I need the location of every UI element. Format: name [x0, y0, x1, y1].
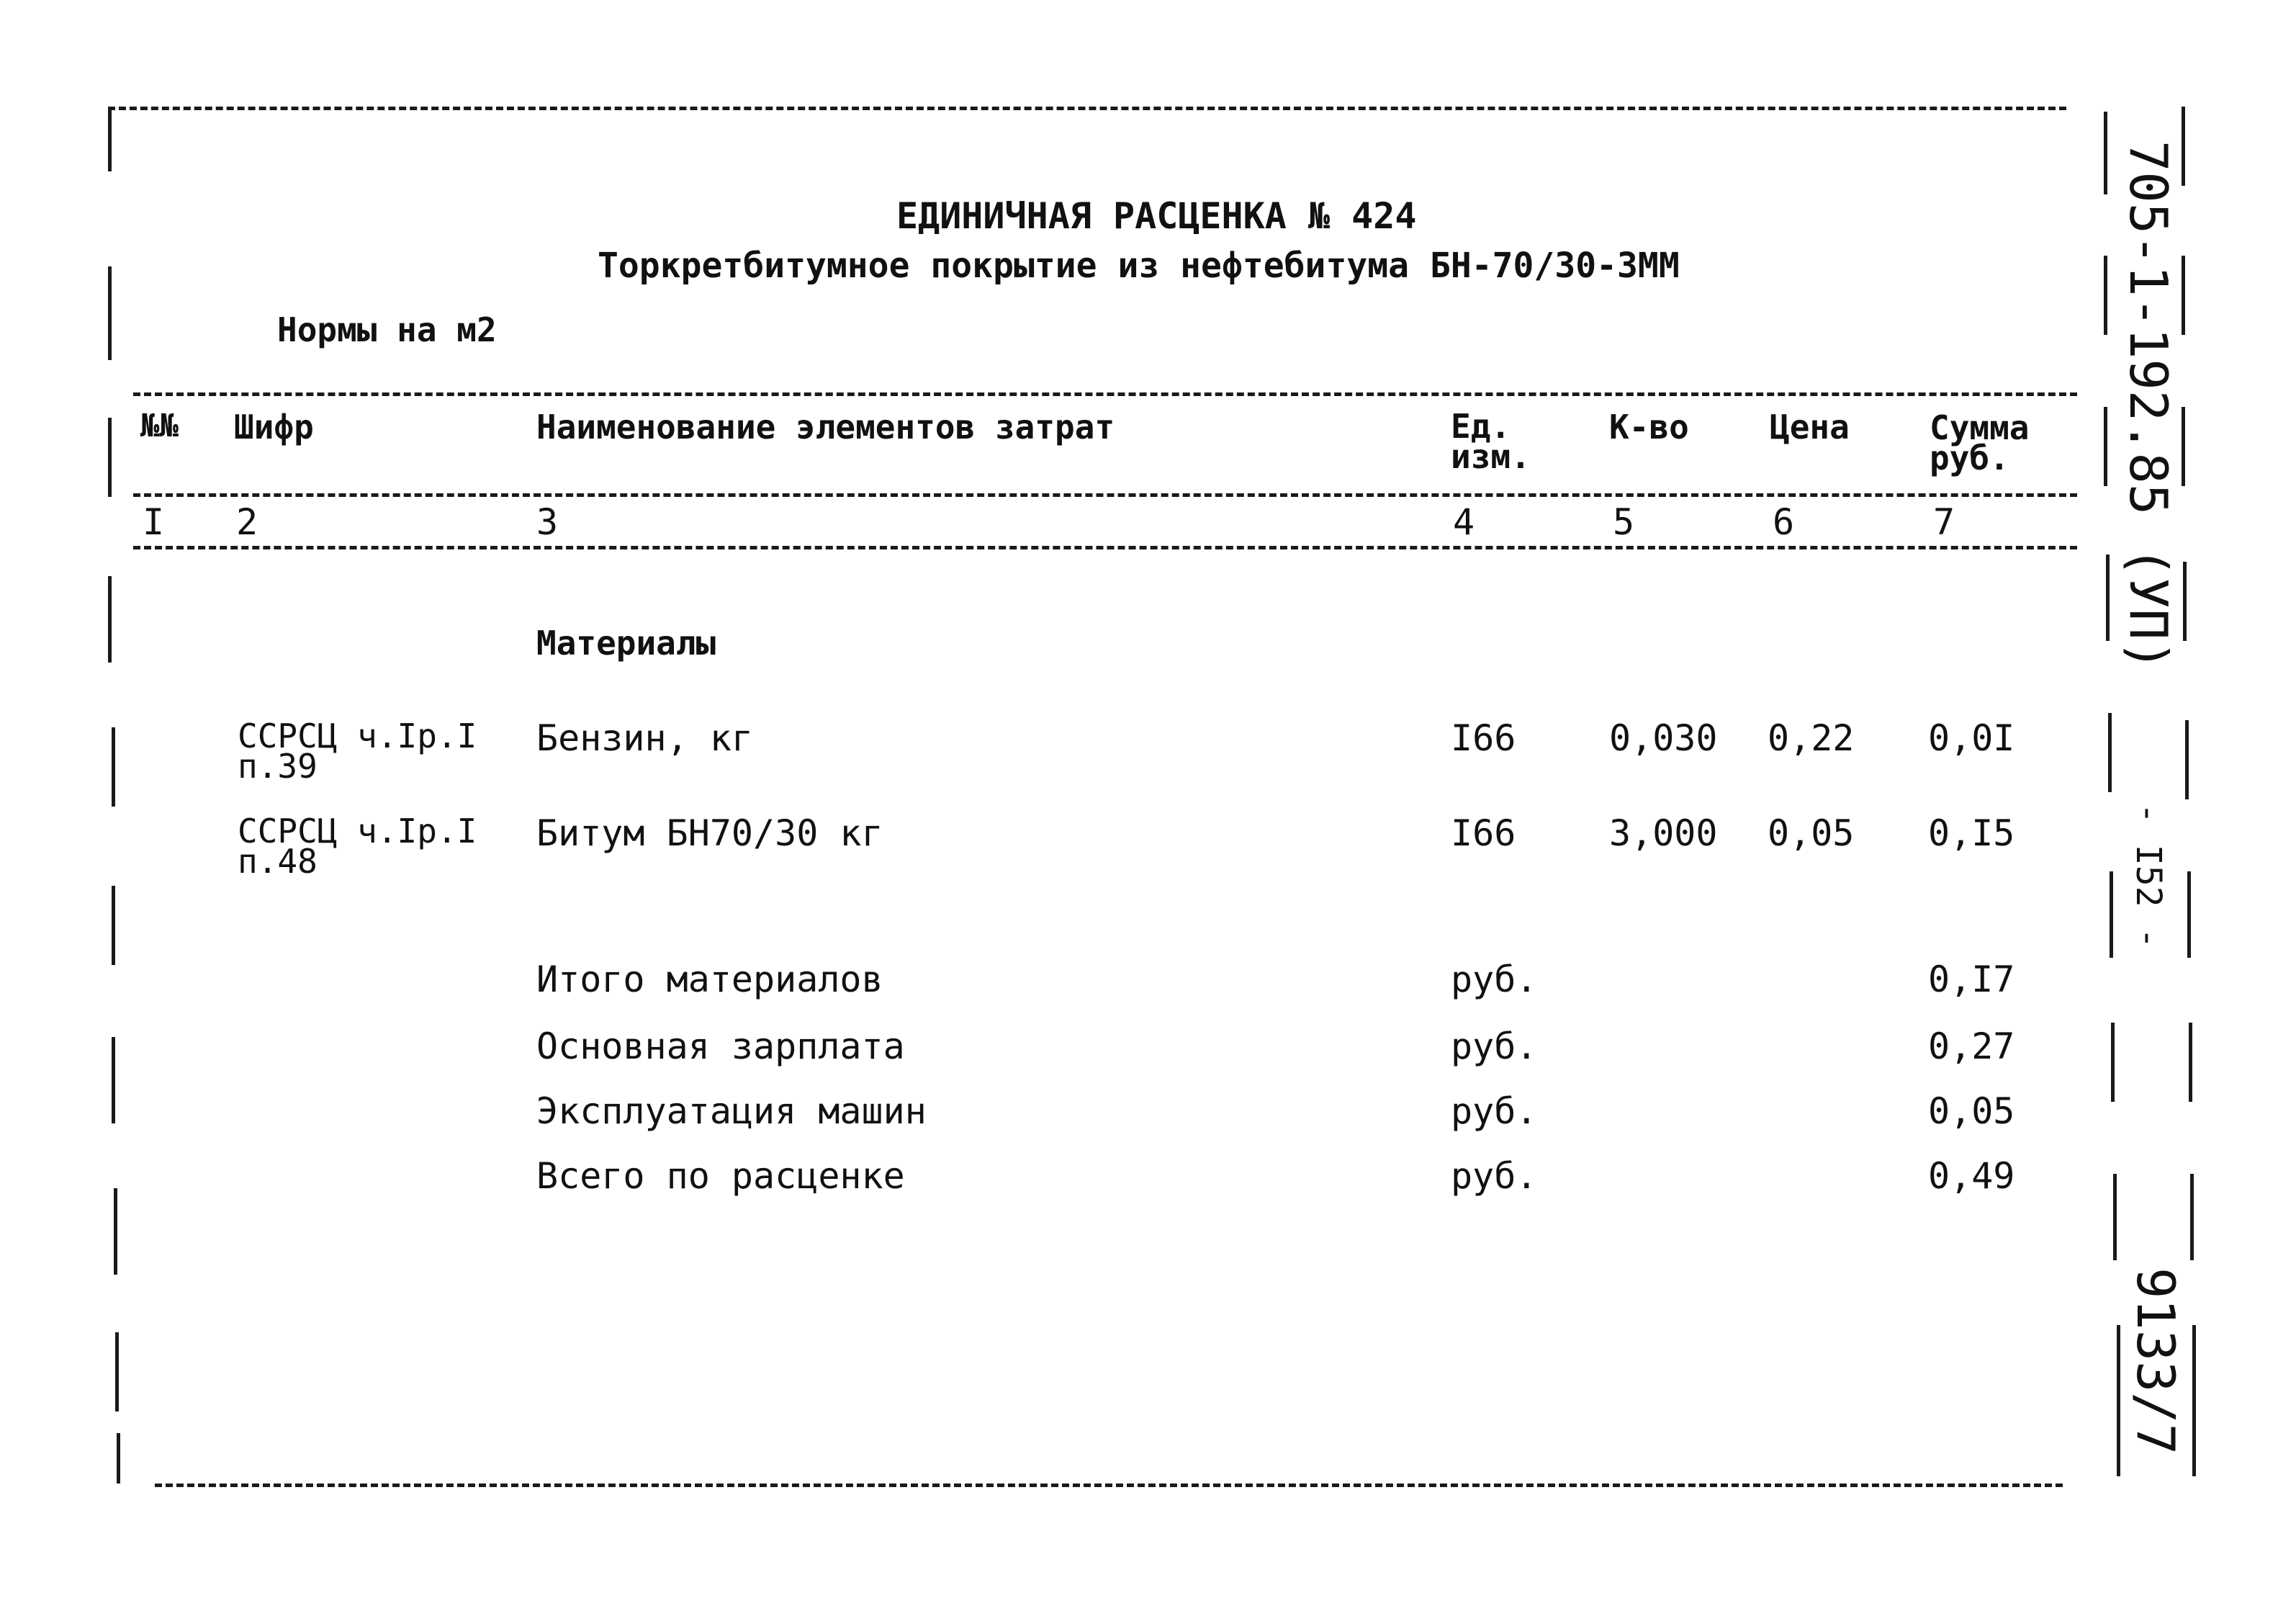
- frame-right-border: [2190, 1174, 2194, 1260]
- total-name: Эксплуатация машин: [536, 1090, 927, 1132]
- frame-right-border: [2187, 871, 2191, 958]
- item-name: Бензин, кг: [536, 717, 754, 759]
- document-title: ЕДИНИЧНАЯ РАСЦЕНКА № 424: [896, 195, 1417, 237]
- margin-box-left-line: [2104, 256, 2107, 335]
- item-code: ССРСЦ ч.Iр.I: [238, 717, 477, 755]
- frame-top-border: [108, 107, 2066, 110]
- header-sum-line2: руб.: [1930, 439, 2009, 477]
- norms-label: Нормы на м2: [277, 310, 497, 349]
- total-unit: руб.: [1451, 1155, 1538, 1197]
- margin-box-left-line: [2117, 1325, 2120, 1476]
- margin-box-left-line: [2110, 871, 2113, 958]
- document-subtitle: Торкретбитумное покрытие из нефтебитума БН-70/30-3ММ: [598, 246, 1680, 286]
- header-name: Наименование элементов затрат: [536, 408, 1115, 446]
- frame-right-border: [2189, 1023, 2192, 1102]
- frame-right-border: [2182, 107, 2185, 186]
- frame-left-border: [112, 727, 115, 807]
- header-sum-line1: Сумма: [1930, 408, 2030, 447]
- frame-right-border: [2182, 256, 2185, 335]
- item-unit: I66: [1451, 717, 1516, 759]
- column-number-1: I: [143, 501, 165, 543]
- total-unit: руб.: [1451, 1025, 1538, 1067]
- frame-right-border: [2183, 562, 2187, 641]
- margin-box-left-line: [2106, 555, 2110, 641]
- item-sum: 0,I5: [1928, 812, 2015, 854]
- item-qty: 3,000: [1609, 812, 1718, 854]
- item-qty: 0,030: [1609, 717, 1718, 759]
- item-name: Битум БН70/30 кг: [536, 812, 883, 854]
- total-name: Итого материалов: [536, 959, 883, 1000]
- total-name: Всего по расценке: [536, 1155, 905, 1197]
- column-number-4: 4: [1453, 501, 1475, 543]
- frame-left-border: [108, 576, 112, 663]
- margin-inventory-number: 9133/7: [2125, 1267, 2186, 1455]
- frame-bottom-border: [155, 1483, 2063, 1487]
- frame-left-border: [114, 1188, 117, 1275]
- item-unit: I66: [1451, 812, 1516, 854]
- header-qty: К-во: [1609, 408, 1689, 446]
- section-title: Материалы: [536, 624, 716, 663]
- margin-box-left-line: [2111, 1023, 2115, 1102]
- margin-doc-code: 705-1-192.85 (УП): [2118, 140, 2179, 671]
- column-number-2: 2: [236, 501, 258, 543]
- frame-left-border: [108, 266, 112, 360]
- frame-left-border: [112, 886, 115, 965]
- column-number-6: 6: [1773, 501, 1795, 543]
- column-number-3: 3: [536, 501, 559, 543]
- column-number-7: 7: [1933, 501, 1955, 543]
- total-unit: руб.: [1451, 1090, 1538, 1132]
- margin-box-left-line: [2113, 1174, 2117, 1260]
- header-unit-line2: изм.: [1451, 437, 1531, 476]
- frame-left-border: [112, 1037, 115, 1123]
- item-code: п.39: [238, 747, 318, 786]
- frame-left-border: [108, 107, 112, 171]
- item-sum: 0,0I: [1928, 717, 2015, 759]
- frame-right-border: [2192, 1325, 2196, 1476]
- column-number-5: 5: [1613, 501, 1635, 543]
- frame-right-border: [2182, 407, 2185, 486]
- item-code: ССРСЦ ч.Iр.I: [238, 812, 477, 850]
- frame-left-border: [108, 418, 112, 497]
- total-name: Основная зарплата: [536, 1025, 905, 1067]
- item-price: 0,22: [1768, 717, 1855, 759]
- margin-page-number: - I52 -: [2128, 803, 2169, 949]
- header-code: Шифр: [234, 408, 314, 446]
- table-header-top-rule: [133, 392, 2077, 396]
- header-price: Цена: [1770, 408, 1850, 446]
- frame-left-border: [115, 1332, 119, 1411]
- total-sum: 0,I7: [1928, 959, 2015, 1000]
- frame-right-border: [2185, 720, 2189, 799]
- frame-left-border: [117, 1433, 120, 1483]
- item-price: 0,05: [1768, 812, 1855, 854]
- table-header-mid-rule: [133, 493, 2077, 497]
- header-num: №№: [140, 408, 179, 444]
- total-sum: 0,05: [1928, 1090, 2015, 1132]
- header-unit-line1: Ед.: [1451, 407, 1511, 446]
- total-sum: 0,27: [1928, 1025, 2015, 1067]
- total-unit: руб.: [1451, 959, 1538, 1000]
- total-sum: 0,49: [1928, 1155, 2015, 1197]
- table-header-bottom-rule: [133, 546, 2077, 549]
- margin-box-left-line: [2108, 713, 2112, 792]
- margin-box-left-line: [2104, 112, 2107, 194]
- margin-box-left-line: [2104, 407, 2107, 486]
- item-code: п.48: [238, 842, 318, 881]
